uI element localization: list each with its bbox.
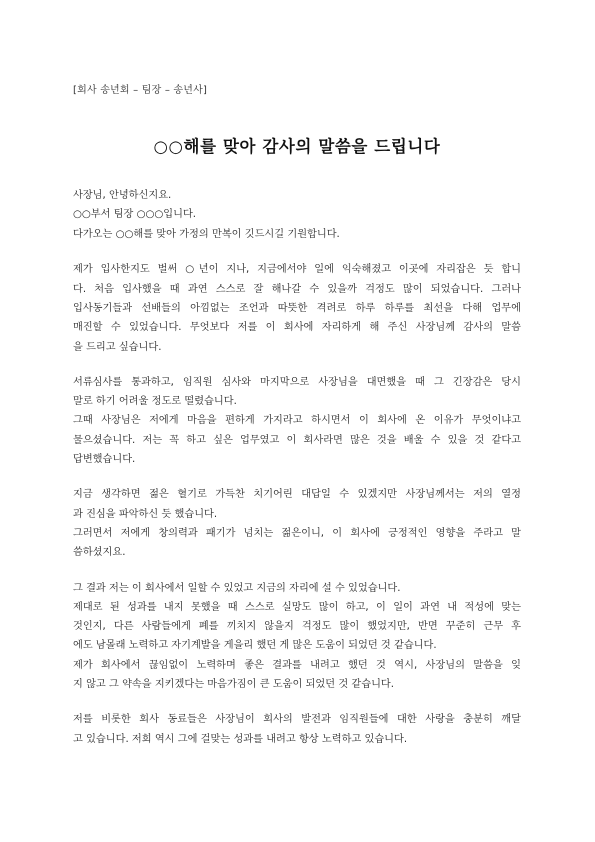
document-title: ○○해를 맞아 감사의 말씀을 드립니다 xyxy=(153,137,441,156)
paragraph-gap xyxy=(73,357,521,373)
text-line: 을 드리고 싶습니다. xyxy=(73,341,162,353)
text-line: 저를 비롯한 회사 동료들은 사장님이 회사의 발전과 임직원들에 대한 사랑을 충분히 깨달 xyxy=(73,714,521,726)
text-line: 물으셨습니다. 저는 꼭 하고 싶은 업무였고 이 회사라면 많은 것을 배울 수 있을 것 같다고 xyxy=(73,434,521,446)
text-line: 답변했습니다. xyxy=(73,454,136,466)
text-line: 제가 회사에서 끊임없이 노력하며 좋은 결과를 내려고 했던 것 역시, 사장님의 말씀을 잊 xyxy=(73,659,521,671)
text-line: 그러면서 저에게 창의력과 패기가 넘치는 젊은이니, 이 회사에 긍정적인 영향을 주라고 말 xyxy=(73,527,521,539)
document-body xyxy=(73,186,521,749)
paragraph-gap xyxy=(73,469,521,485)
text-line: 지 않고 그 약속을 지키겠다는 마음가짐이 큰 도움이 되었던 것 같습니다. xyxy=(73,679,395,691)
text-line: 다. 처음 입사했을 때 과연 스스로 잘 해나갈 수 있을까 걱정도 많이 되었습니다. 그러나 xyxy=(73,283,521,295)
paragraph-4 xyxy=(73,579,521,695)
text-line: 말로 하기 어려울 정도로 떨렸습니다. xyxy=(73,396,237,408)
document-tag: [회사 송년회 – 팀장 – 송년사] xyxy=(73,85,208,96)
text-line: 그 결과 저는 이 회사에서 일할 수 있었고 지금의 자리에 설 수 있었습니다. xyxy=(73,582,401,594)
paragraph-2 xyxy=(73,373,521,469)
text-line: 씀하셨지요. xyxy=(73,547,126,559)
paragraph-gap xyxy=(73,244,521,261)
text-line: 입사동기들과 선배들의 아낌없는 조언과 따뜻한 격려로 하루 하루를 최선을 다해 업무에 xyxy=(73,302,521,314)
paragraph-gap xyxy=(73,694,521,710)
text-line: 사장님, 안녕하신지요. xyxy=(73,190,172,201)
text-line: 그때 사장님은 저에게 마음을 편하게 가지라고 하시면서 이 회사에 온 이유가 무엇이냐고 xyxy=(73,415,521,427)
text-line: 매진할 수 있었습니다. 무엇보다 저를 이 회사에 자리하게 해 주신 사장님께 감사의 말씀 xyxy=(73,322,521,334)
text-line: 다가오는 ○○해를 맞아 가정의 만복이 깃드시길 기원합니다. xyxy=(73,228,340,240)
text-line: 제가 입사한지도 벌써 ○년이 지나, 지금에서야 일에 익숙해졌고 이곳에 자리잡은 듯 합니 xyxy=(73,264,521,276)
text-line: 과 진심을 파악하신 듯 했습니다. xyxy=(73,508,218,520)
text-line: 고 있습니다. 저희 역시 그에 걸맞는 성과를 내려고 항상 노력하고 있습니다. xyxy=(73,733,408,745)
text-line: 에도 남몰래 노력하고 자기계발을 게을리 했던 게 많은 도움이 되었던 것 같습니다. xyxy=(73,640,437,652)
text-line: 것인지, 다른 사람들에게 폐를 끼치지 않을지 걱정도 많이 했었지만, 반면 꾸준히 근무 후 xyxy=(73,621,521,633)
paragraph-gap xyxy=(73,563,521,579)
paragraph-5 xyxy=(73,710,521,749)
paragraph-1 xyxy=(73,260,521,356)
greeting-block xyxy=(73,186,521,244)
text-line: 지금 생각하면 젊은 혈기로 가득찬 치기어린 대답일 수 있겠지만 사장님께서는 저의 열정 xyxy=(73,489,521,501)
text-line: 제대로 된 성과를 내지 못했을 때 스스로 실망도 많이 하고, 이 일이 과연 내 적성에 맞는 xyxy=(73,601,521,613)
text-line: ○○부서 팀장 ○○○입니다. xyxy=(73,209,197,221)
text-line: 서류심사를 통과하고, 임직원 심사와 마지막으로 사장님을 대면했을 때 그 긴장감은 당시 xyxy=(73,376,521,388)
paragraph-3 xyxy=(73,485,521,562)
